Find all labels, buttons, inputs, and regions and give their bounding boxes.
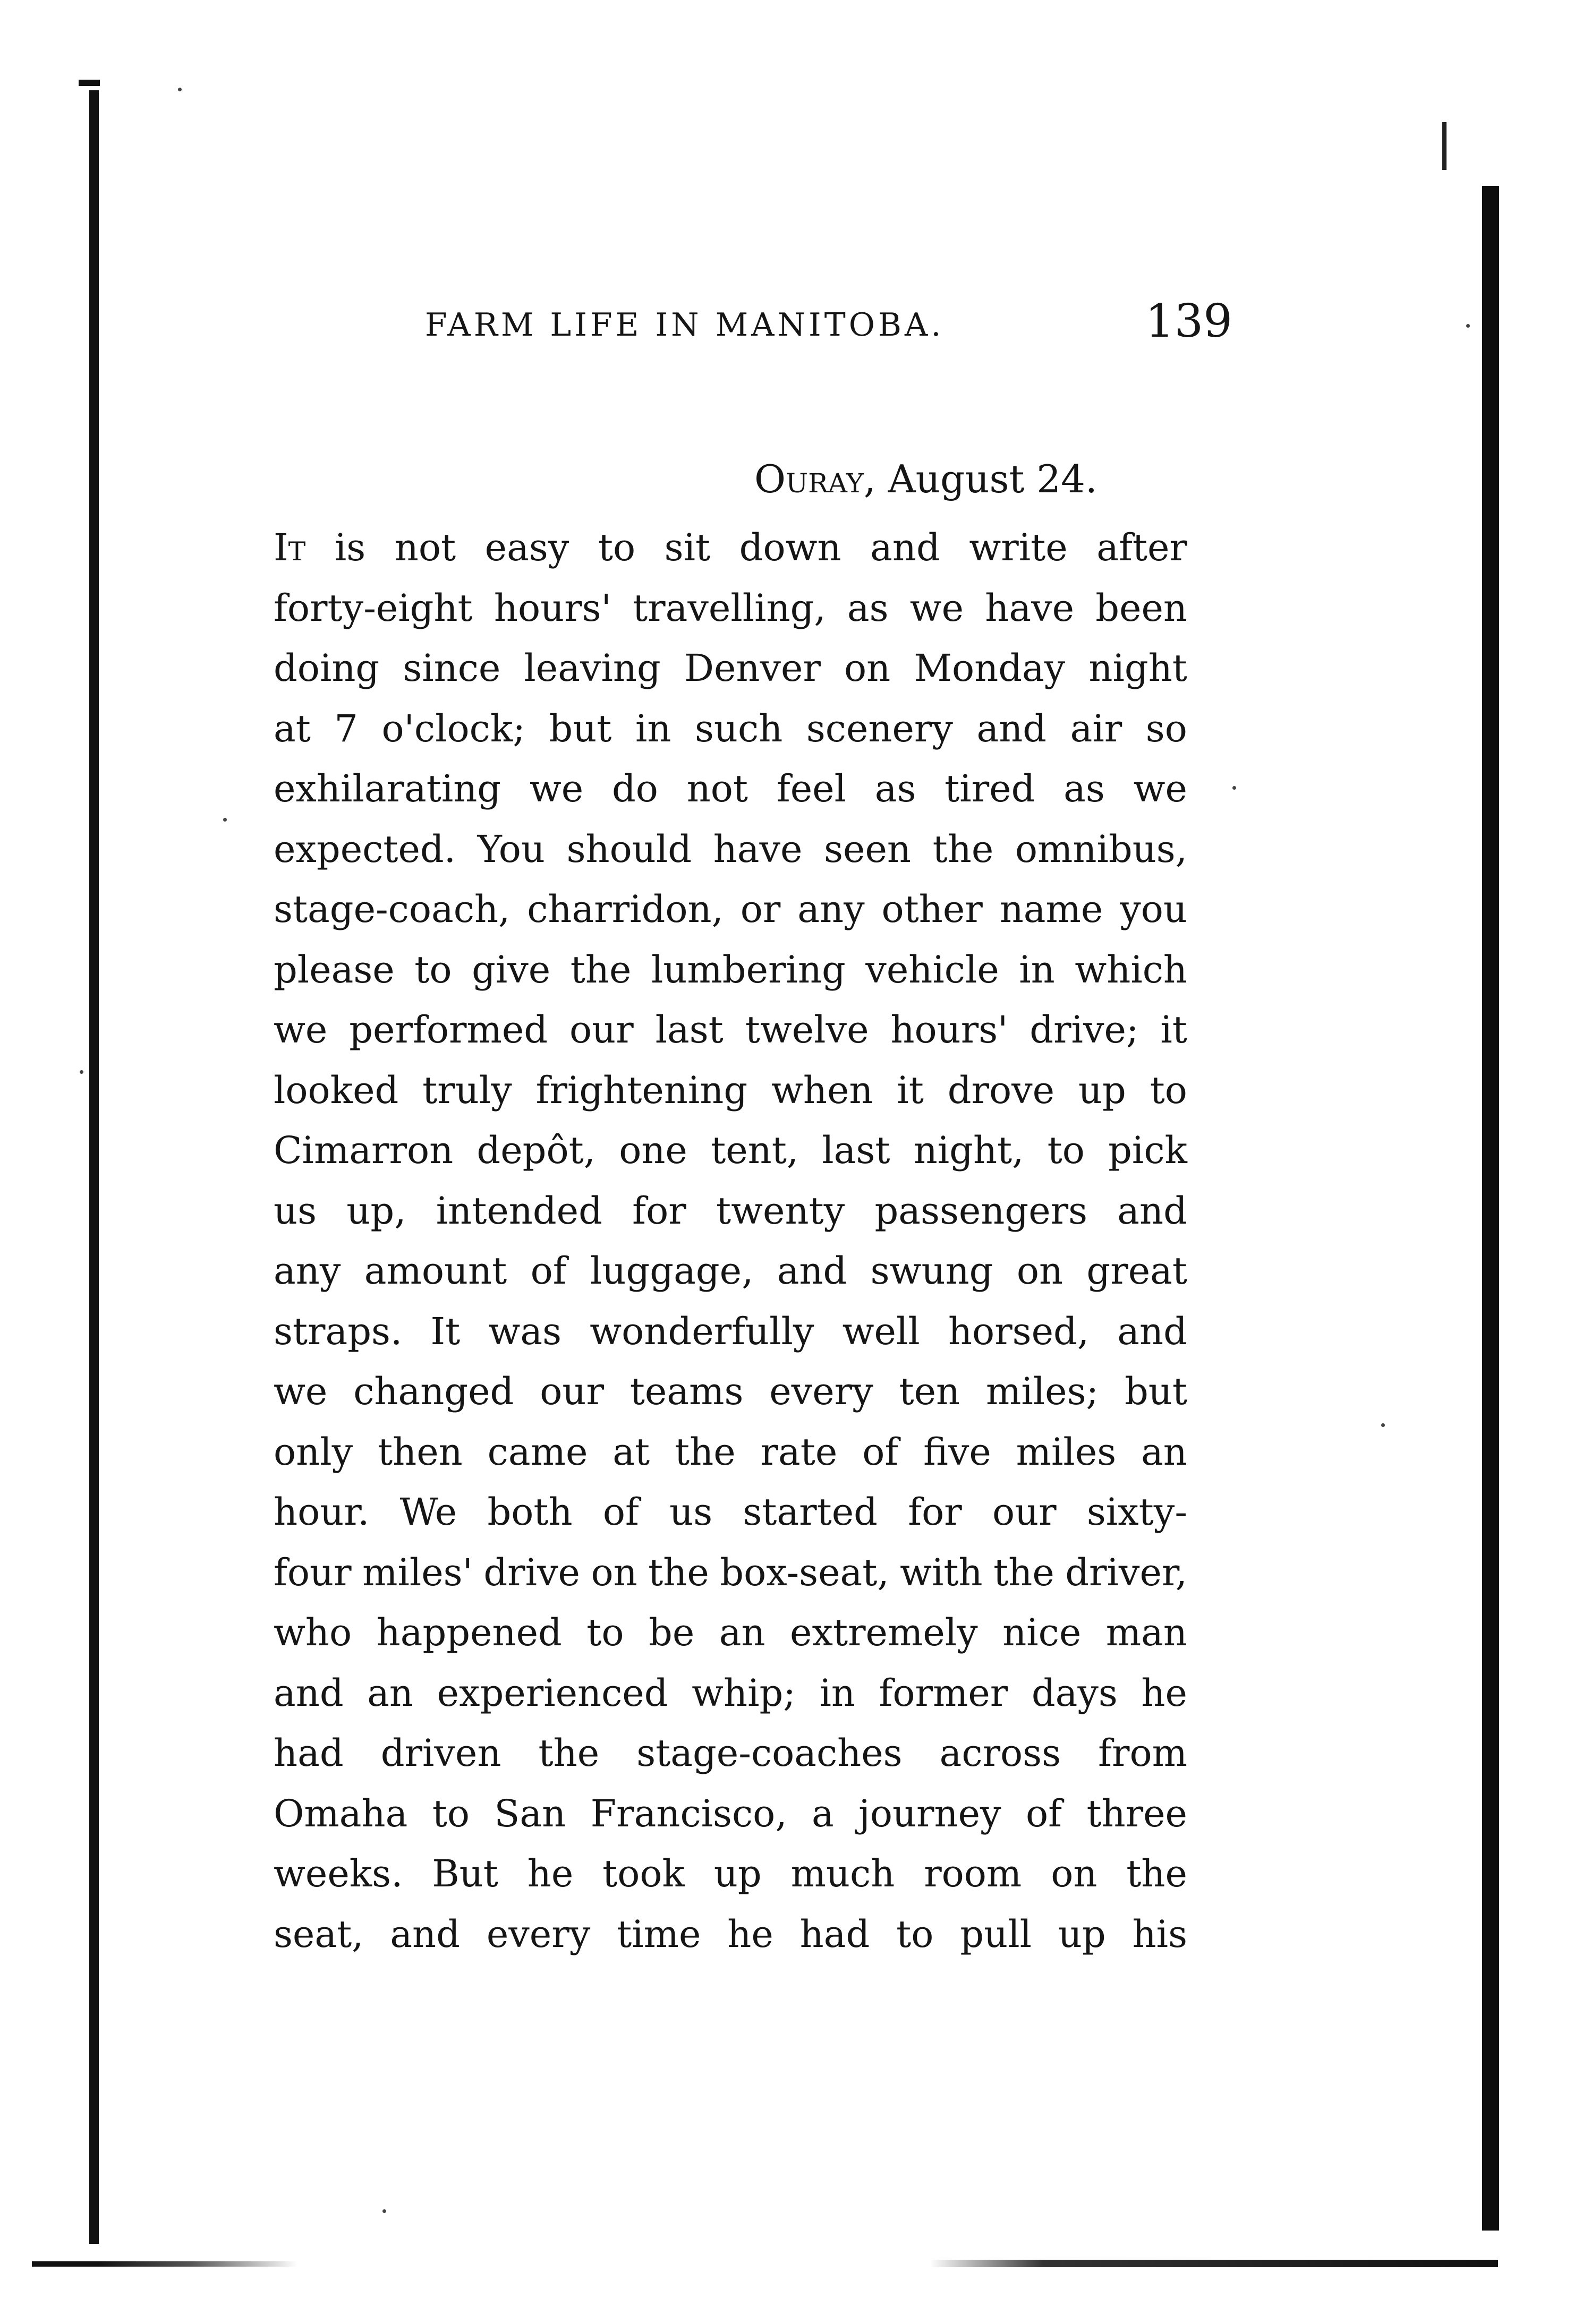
word: took — [602, 1852, 685, 1895]
word: who — [274, 1611, 352, 1654]
word: horsed, — [948, 1309, 1090, 1353]
word: up — [1078, 1068, 1126, 1112]
page-number: 139 — [1145, 295, 1232, 348]
word: Monday — [914, 646, 1066, 690]
word: exhilarating — [274, 767, 501, 810]
scan-speck — [1381, 1423, 1385, 1427]
word: at — [612, 1430, 650, 1474]
word: vehicle — [865, 947, 999, 992]
word: 7 — [334, 706, 358, 750]
word: miles; — [986, 1370, 1099, 1413]
word: days — [1031, 1671, 1118, 1715]
word: ten — [899, 1370, 960, 1413]
word: depôt, — [477, 1129, 595, 1172]
text-line — [274, 1543, 1187, 1603]
word: any — [797, 887, 865, 931]
word: drive — [483, 1550, 580, 1594]
word: both — [487, 1490, 573, 1534]
word: since — [403, 646, 501, 690]
word: an — [367, 1671, 414, 1715]
word: from — [1098, 1731, 1187, 1775]
word: the — [1126, 1852, 1187, 1895]
word: miles — [1016, 1430, 1117, 1474]
word: doing — [274, 646, 380, 690]
text-line — [274, 638, 1187, 699]
word: stage-coaches — [636, 1731, 903, 1775]
left-page-edge — [89, 90, 99, 2244]
word: only — [274, 1430, 353, 1474]
word: on — [591, 1550, 637, 1594]
word: other — [881, 887, 983, 931]
word: for — [908, 1490, 962, 1534]
right-page-edge — [1482, 186, 1499, 2231]
word: and — [777, 1249, 847, 1293]
word: wonderfully — [590, 1309, 814, 1353]
scan-speck — [382, 2209, 386, 2213]
word: do — [611, 767, 658, 810]
text-line — [274, 1121, 1187, 1181]
word: our — [540, 1370, 604, 1413]
word: to — [1150, 1068, 1187, 1112]
word: not — [394, 526, 456, 569]
word: of — [602, 1490, 639, 1534]
word: swung — [870, 1249, 993, 1293]
word: experienced — [437, 1671, 668, 1715]
word: write — [969, 526, 1068, 569]
scan-speck — [1466, 324, 1470, 328]
word: with — [900, 1550, 983, 1594]
text-line — [274, 1904, 1187, 1965]
word: night, — [913, 1129, 1024, 1172]
text-line — [274, 518, 1187, 578]
dateline — [754, 457, 1097, 501]
word: changed — [353, 1370, 514, 1413]
word: we — [274, 1370, 328, 1413]
word: five — [923, 1430, 991, 1474]
word: should — [566, 827, 692, 871]
word: started — [743, 1490, 878, 1534]
word: be — [649, 1611, 695, 1654]
word: and — [870, 526, 940, 569]
word: It — [430, 1309, 461, 1353]
text-line — [274, 1784, 1187, 1844]
word: man — [1105, 1611, 1187, 1654]
word: night — [1088, 646, 1187, 690]
word: teams — [629, 1370, 744, 1413]
word: leaving — [524, 646, 661, 690]
word: our — [569, 1008, 634, 1052]
word: Omaha — [274, 1791, 408, 1835]
word: four — [274, 1550, 352, 1594]
text-line — [274, 699, 1187, 759]
word: the — [675, 1430, 736, 1474]
word: time — [617, 1912, 701, 1956]
word: Cimarron — [274, 1129, 454, 1172]
word: the — [932, 827, 994, 871]
word: drive; — [1030, 1008, 1139, 1052]
word: San — [494, 1791, 566, 1835]
word: Denver — [684, 646, 821, 690]
word: it — [1160, 1008, 1187, 1052]
word: hours' — [890, 1008, 1008, 1052]
word: twenty — [716, 1189, 845, 1233]
word: in — [635, 706, 671, 750]
word: we — [1133, 767, 1187, 810]
word: box-seat, — [720, 1550, 889, 1594]
word: seat, — [274, 1912, 364, 1956]
running-header — [425, 295, 1232, 353]
word: lumbering — [651, 947, 846, 992]
word: looked — [274, 1068, 399, 1112]
word: great — [1086, 1249, 1187, 1293]
text-line — [274, 1181, 1187, 1242]
word: It — [274, 526, 306, 569]
word: to — [432, 1791, 470, 1835]
word: not — [686, 767, 748, 810]
word: We — [399, 1490, 457, 1534]
word: hour. — [274, 1490, 370, 1534]
text-line — [274, 1723, 1187, 1784]
word: easy — [484, 526, 569, 569]
text-line — [274, 1061, 1187, 1121]
word: the — [648, 1550, 709, 1594]
word: air — [1070, 706, 1122, 750]
text-line — [274, 1482, 1187, 1543]
word: on — [1051, 1852, 1097, 1895]
word: such — [695, 706, 783, 750]
word: weeks. — [274, 1852, 403, 1895]
word: hours' — [494, 586, 611, 630]
word: well — [842, 1309, 920, 1353]
word: been — [1095, 586, 1187, 630]
word: scenery — [806, 706, 953, 750]
word: us — [669, 1490, 713, 1534]
word: so — [1145, 706, 1187, 750]
word: we — [274, 1008, 328, 1052]
word: for — [632, 1189, 686, 1233]
word: on — [1016, 1249, 1063, 1293]
scan-speck — [1232, 786, 1236, 790]
word: every — [769, 1370, 873, 1413]
word: us — [274, 1189, 317, 1233]
word: after — [1096, 526, 1187, 569]
word: performed — [349, 1008, 548, 1052]
word: give — [472, 947, 551, 992]
word: stage-coach, — [274, 887, 511, 931]
word: luggage, — [590, 1249, 754, 1293]
word: to — [896, 1912, 934, 1956]
dateline-date: , August 24. — [863, 457, 1097, 501]
word: had — [799, 1912, 870, 1956]
word: expected. — [274, 827, 456, 871]
word: passengers — [874, 1189, 1088, 1233]
word: in — [819, 1671, 855, 1715]
word: miles' — [362, 1550, 473, 1594]
word: is — [334, 526, 366, 569]
word: up — [713, 1852, 762, 1895]
text-line — [274, 1422, 1187, 1483]
word: rate — [760, 1430, 838, 1474]
word: our — [992, 1490, 1057, 1534]
word: you — [1120, 887, 1187, 931]
text-line — [274, 1302, 1187, 1362]
word: pick — [1108, 1129, 1187, 1172]
word: to — [1047, 1129, 1085, 1172]
word: the — [570, 947, 632, 992]
word: in — [1019, 947, 1055, 992]
word: or — [740, 887, 781, 931]
word: seen — [824, 827, 911, 871]
word: an — [1141, 1430, 1187, 1474]
word: tent, — [711, 1129, 799, 1172]
text-line — [274, 1241, 1187, 1302]
word: and — [390, 1912, 460, 1956]
word: his — [1132, 1912, 1187, 1956]
word: across — [939, 1731, 1061, 1775]
word: intended — [436, 1189, 602, 1233]
text-line — [274, 819, 1187, 880]
word: nice — [1002, 1611, 1082, 1654]
word: whip; — [692, 1671, 796, 1715]
word: charridon, — [527, 887, 724, 931]
word: as — [1063, 767, 1105, 810]
running-title: FARM LIFE IN MANITOBA. — [425, 306, 945, 344]
word: at — [274, 706, 311, 750]
body-text — [274, 518, 1187, 1964]
word: twelve — [745, 1008, 869, 1052]
word: when — [771, 1068, 873, 1112]
word: happened — [376, 1611, 562, 1654]
word: and — [274, 1671, 344, 1715]
word: down — [739, 526, 841, 569]
text-line — [274, 1000, 1187, 1061]
word: last — [655, 1008, 724, 1052]
word: have — [985, 586, 1075, 630]
word: of — [530, 1249, 567, 1293]
word: we — [529, 767, 584, 810]
bottom-edge-left — [32, 2261, 297, 2267]
word: had — [274, 1731, 344, 1775]
word: one — [619, 1129, 687, 1172]
word: sit — [664, 526, 711, 569]
word: journey — [858, 1791, 1001, 1835]
word: driven — [380, 1731, 501, 1775]
word: of — [1025, 1791, 1062, 1835]
word: as — [847, 586, 889, 630]
word: travelling, — [633, 586, 826, 630]
word: then — [378, 1430, 463, 1474]
word: room — [924, 1852, 1022, 1895]
word: it — [897, 1068, 924, 1112]
word: but — [549, 706, 612, 750]
word: but — [1124, 1370, 1187, 1413]
scan-speck — [80, 1070, 83, 1074]
word: he — [527, 1852, 574, 1895]
word: name — [999, 887, 1103, 931]
word: forty-eight — [274, 586, 473, 630]
word: o'clock; — [381, 706, 525, 750]
word: a — [811, 1791, 834, 1835]
word: the — [993, 1550, 1054, 1594]
word: last — [822, 1129, 890, 1172]
word: tired — [945, 767, 1035, 810]
word: pull — [960, 1912, 1032, 1956]
word: extremely — [790, 1611, 978, 1654]
dateline-place: Ouray — [754, 457, 864, 501]
word: drove — [947, 1068, 1055, 1112]
word: and — [1117, 1309, 1187, 1353]
bottom-edge-right — [930, 2260, 1498, 2267]
word: and — [1117, 1189, 1187, 1233]
word: straps. — [274, 1309, 403, 1353]
word: driver, — [1065, 1550, 1187, 1594]
word: former — [879, 1671, 1008, 1715]
word: was — [488, 1309, 562, 1353]
word: every — [486, 1912, 591, 1956]
word: he — [1141, 1671, 1187, 1715]
word: as — [874, 767, 916, 810]
word: which — [1075, 947, 1187, 992]
word: But — [432, 1852, 498, 1895]
word: three — [1086, 1791, 1187, 1835]
word: came — [487, 1430, 588, 1474]
text-line — [274, 759, 1187, 819]
word: to — [414, 947, 452, 992]
word: sixty- — [1086, 1490, 1187, 1534]
word: Francisco, — [590, 1791, 787, 1835]
text-line — [274, 940, 1187, 1001]
word: he — [727, 1912, 773, 1956]
text-line — [274, 1362, 1187, 1422]
word: any — [274, 1249, 341, 1293]
scan-edge-mark — [79, 80, 100, 86]
text-line — [274, 578, 1187, 639]
word: frightening — [535, 1068, 748, 1112]
word: the — [538, 1731, 600, 1775]
word: to — [598, 526, 636, 569]
word: on — [844, 646, 891, 690]
word: we — [909, 586, 964, 630]
scan-speck — [223, 818, 227, 822]
word: please — [274, 947, 395, 992]
word: up — [1058, 1912, 1106, 1956]
word: up, — [346, 1189, 406, 1233]
word: of — [862, 1430, 899, 1474]
scan-edge-mark — [1442, 122, 1447, 170]
word: omnibus, — [1015, 827, 1187, 871]
word: have — [713, 827, 803, 871]
word: amount — [364, 1249, 507, 1293]
text-line — [274, 879, 1187, 940]
word: and — [976, 706, 1047, 750]
text-line — [274, 1663, 1187, 1724]
text-line — [274, 1603, 1187, 1663]
word: much — [790, 1852, 895, 1895]
word: You — [477, 827, 545, 871]
word: truly — [422, 1068, 512, 1112]
word: feel — [776, 767, 846, 810]
word: to — [586, 1611, 624, 1654]
text-line — [274, 1844, 1187, 1904]
scan-speck — [178, 88, 182, 91]
word: an — [719, 1611, 765, 1654]
